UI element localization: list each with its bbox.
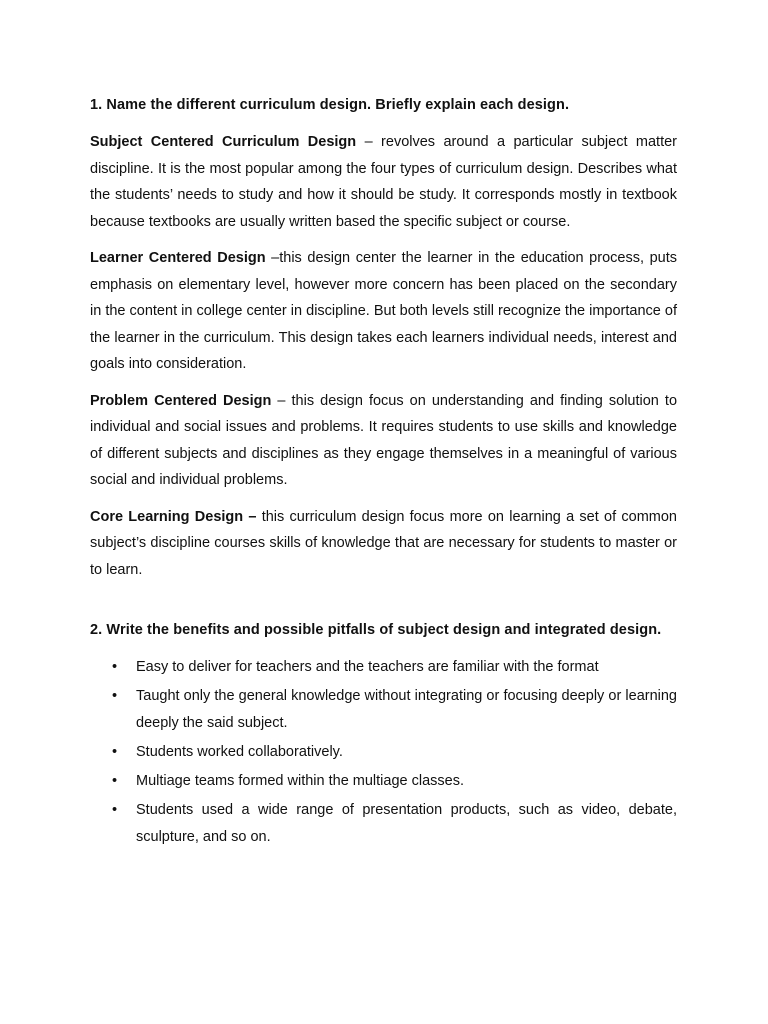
design-paragraph-core-learning [90, 504, 677, 584]
list-item-text: Students worked collaboratively. [136, 744, 343, 760]
list-item [90, 768, 677, 795]
term-subject-centered: Subject Centered Curriculum Design [90, 134, 357, 150]
definition-subject-centered: – revolves around a particular subject matter discipline. It is the most popular among the four types of curriculum design. Describes what the students’ needs to study and how it should be study. It corresponds mostly in textbook because textbooks are usually written based the specific subject or course. [90, 134, 677, 230]
list-item-text: Students used a wide range of presentation products, such as video, debate, sculpture, and so on. [136, 802, 677, 845]
term-problem-centered: Problem Centered Design [90, 392, 272, 409]
definition-learner-centered: –this design center the learner in the education process, puts emphasis on elementary level, however more concern has been placed on the secondary in the content in college center in discipline. But both levels still recognize the importance of the learner in the curriculum. This design takes each learners individual needs, interest and goals into consideration. [90, 250, 677, 372]
bullet-icon: • [112, 802, 118, 818]
benefits-pitfalls-list [90, 654, 677, 851]
list-item-text: Easy to deliver for teachers and the teachers are familiar with the format [136, 659, 599, 675]
list-item [90, 683, 677, 737]
list-item [90, 797, 677, 851]
list-item-text: Taught only the general knowledge without integrating or focusing deeply or learning deeply the said subject. [136, 688, 677, 731]
bullet-icon: • [112, 744, 118, 760]
document-content [90, 92, 677, 853]
definition-core-learning: this curriculum design focus more on learning a set of common subject’s discipline courses skills of knowledge that are necessary for students to master or to learn. [90, 508, 677, 578]
question-2-heading: 2. Write the benefits and possible pitfalls of subject design and integrated design. [90, 622, 662, 638]
definition-problem-centered: – this design focus on understanding and finding solution to individual and social issues and problems. It requires students to use skills and knowledge of different subjects and disciplines as they engage themselves in a meaningful of various social and individual problems. [90, 392, 678, 488]
bullet-icon: • [112, 688, 118, 704]
design-paragraph-problem-centered [90, 388, 677, 494]
bullet-icon: • [112, 659, 118, 675]
term-core-learning: Core Learning Design – [90, 508, 257, 525]
list-item [90, 739, 677, 766]
design-paragraph-subject-centered [90, 129, 677, 235]
design-paragraph-learner-centered [90, 245, 677, 378]
list-item [90, 654, 677, 681]
question-1-heading: 1. Name the different curriculum design. Briefly explain each design. [90, 97, 570, 113]
term-learner-centered: Learner Centered Design [90, 250, 266, 266]
list-item-text: Multiage teams formed within the multiage classes. [136, 773, 465, 789]
bullet-icon: • [112, 773, 118, 789]
